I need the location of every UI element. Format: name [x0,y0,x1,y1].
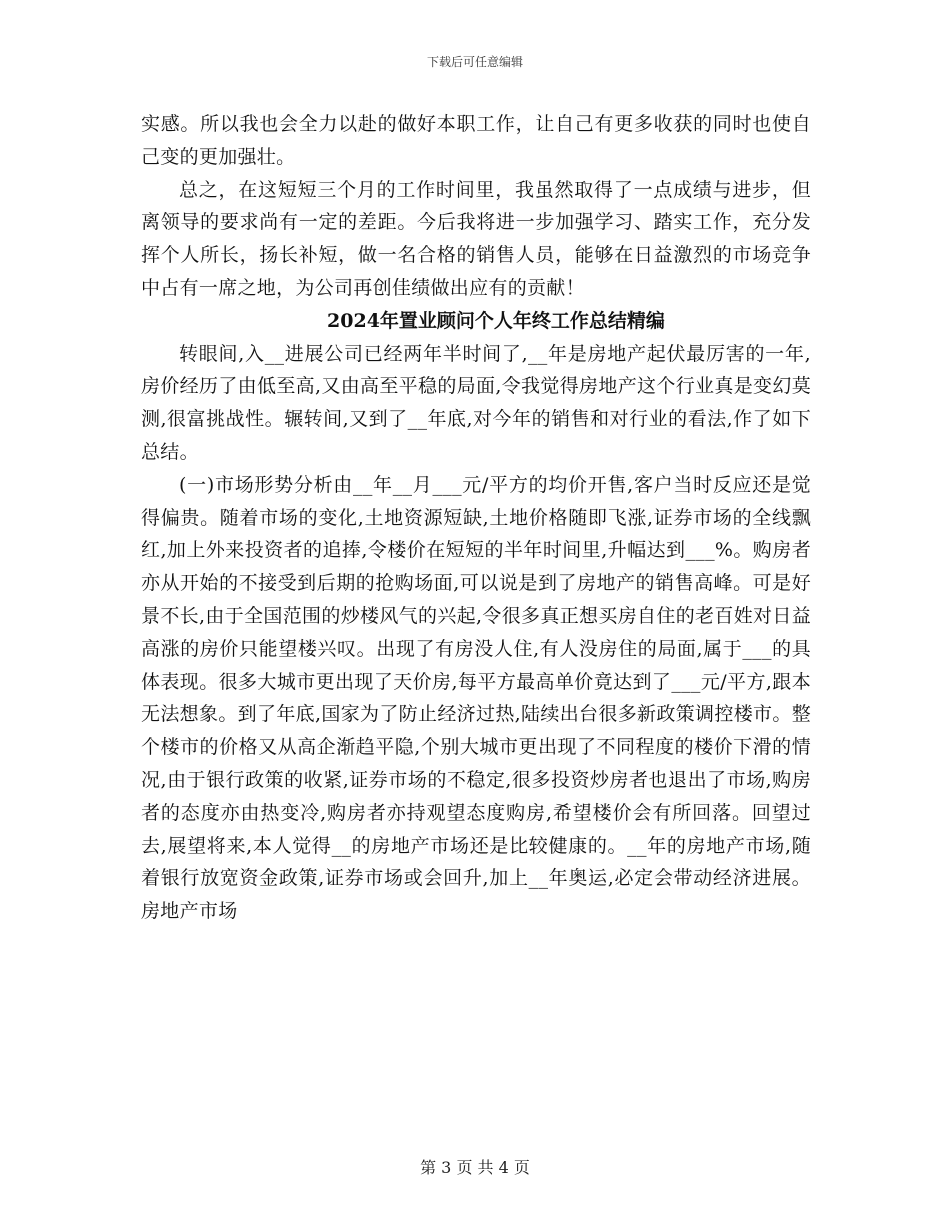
paragraph-intro: 转眼间,入__进展公司已经两年半时间了,__年是房地产起伏最厉害的一年,房价经历了由低至高,又由高至平稳的局面,令我觉得房地产这个行业真是变幻莫测,很富挑战性。辗转间,又到了__年底,对今年的销售和对行业的看法,作了如下总结。 [141,342,811,463]
page-footer: 第 3 页 共 4 页 [420,1158,530,1177]
paragraph-conclusion: 总之，在这短短三个月的工作时间里，我虽然取得了一点成绩与进步，但离领导的要求尚有一定的差距。今后我将进一步加强学习、踏实工作，充分发挥个人所长，扬长补短，做一名合格的销售人员，能够在日益激烈的市场竞争中占有一席之地，为公司再创佳绩做出应有的贡献！ [141,178,811,299]
page-header: 下载后可任意编辑 [426,55,523,69]
section-title: 2024年置业顾问个人年终工作总结精编 [327,309,665,332]
paragraph-continuation: 实感。所以我也会全力以赴的做好本职工作，让自己有更多收获的同时也使自己变的更加强壮。 [141,113,811,168]
document-body [141,108,811,928]
paragraph-market-analysis: (一)市场形势分析由__年__月___元/平方的均价开售,客户当时反应还是觉得偏贵。随着市场的变化,土地资源短缺,土地价格随即飞涨,证券市场的全线飘红,加上外来投资者的追捧,令楼价在短短的半年时间里,升幅达到___%。购房者亦从开始的不接受到后期的抢购场面,可以说是到了房地产的销售高峰。可是好景不长,由于全国范围的炒楼风气的兴起,令很多真正想买房自住的老百姓对日益高涨的房价只能望楼兴叹。出现了有房没人住,有人没房住的局面,属于___的具体表现。很多大城市更出现了天价房,每平方最高单价竟达到了___元/平方,跟本无法想象。到了年底,国家为了防止经济过热,陆续出台很多新政策调控楼市。整个楼市的价格又从高企渐趋平隐,个别大城市更出现了不同程度的楼价下滑的情况,由于银行政策的收紧,证券市场的不稳定,很多投资炒房者也退出了市场,购房者的态度亦由热变冷,购房者亦持观望态度购房,希望楼价会有所回落。回望过去,展望将来,本人觉得__的房地产市场还是比较健康的。__年的房地产市场,随着银行放宽资金政策,证券市场或会回升,加上__年奥运,必定会带动经济进展。房地产市场 [141,473,811,923]
